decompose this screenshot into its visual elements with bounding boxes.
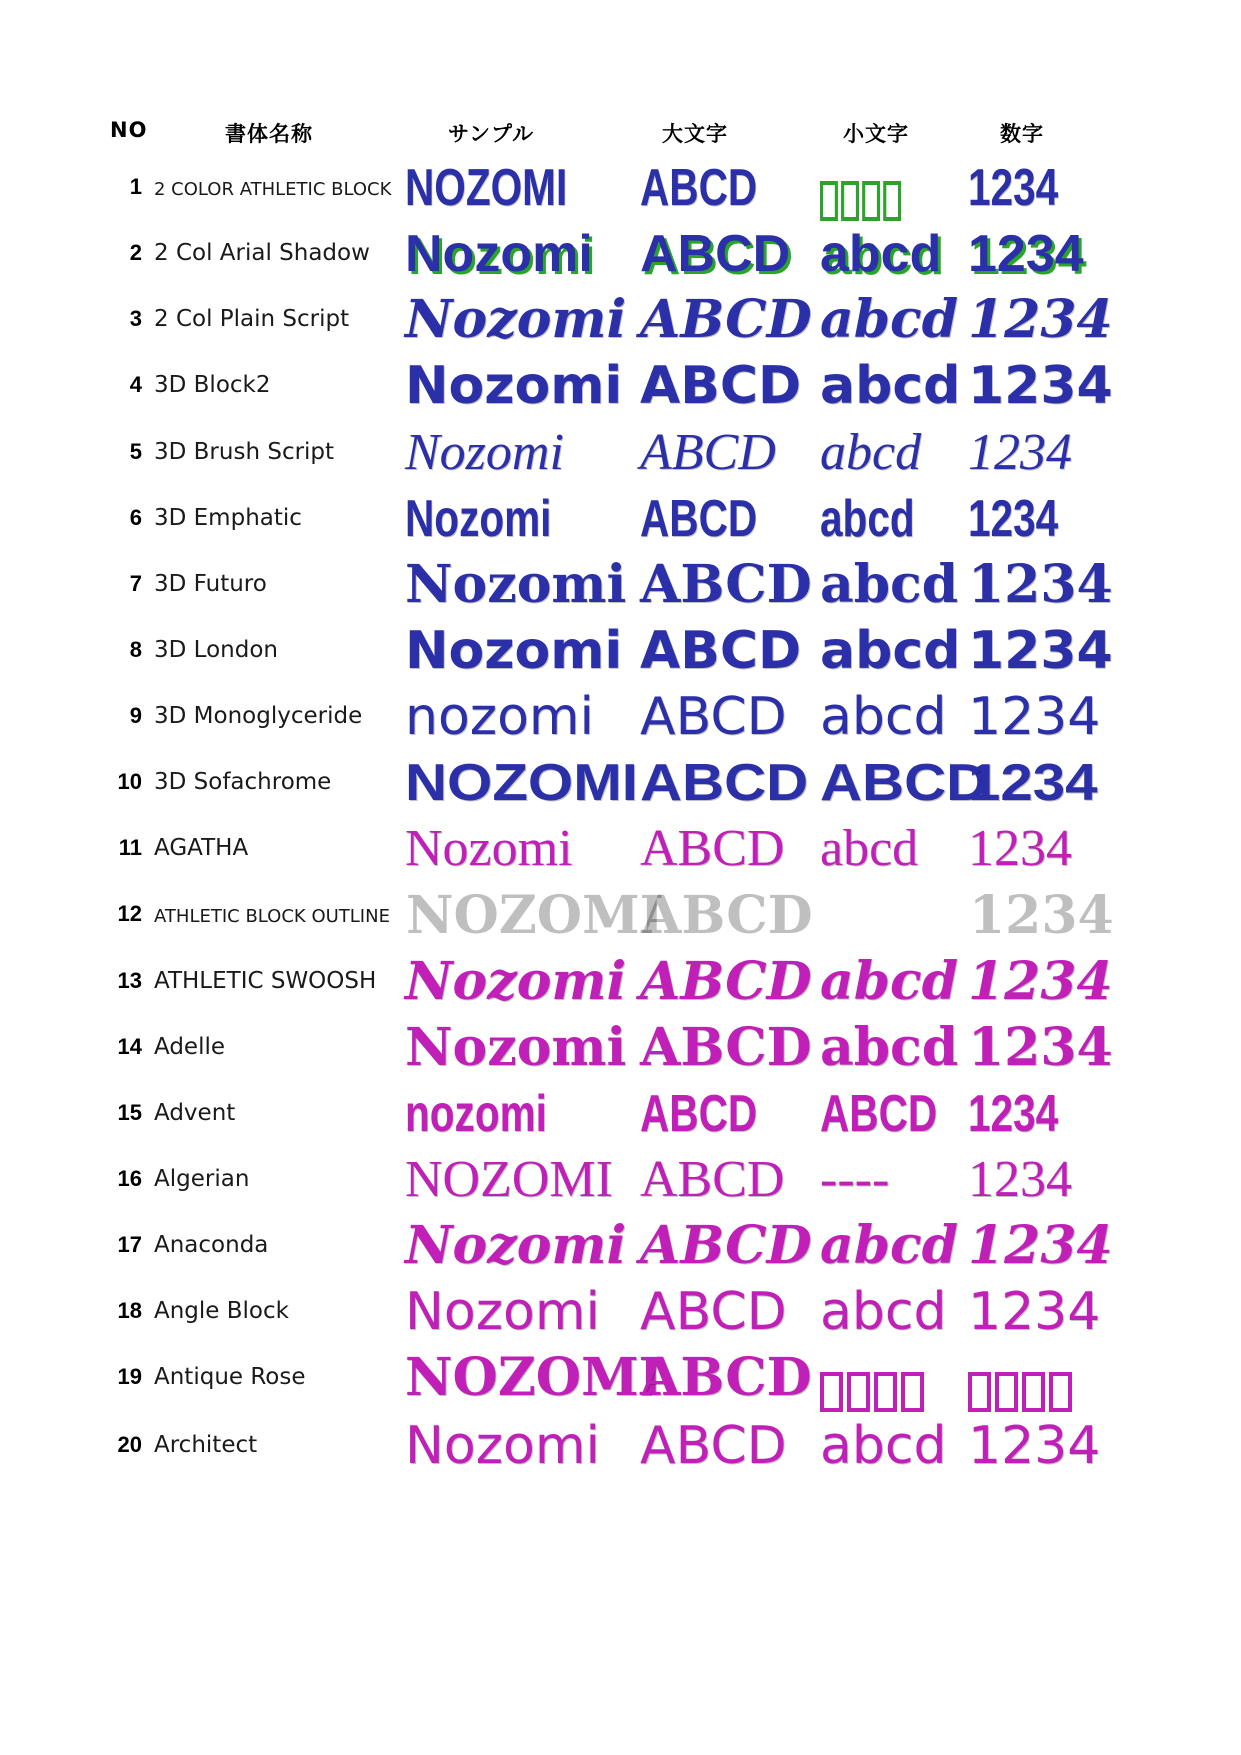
font-row	[0, 417, 1241, 491]
sample-uppercase-text: ABCD	[640, 225, 791, 283]
font-name: 3D Block2	[154, 372, 271, 398]
sample-digits-text: 1234	[968, 424, 1072, 481]
font-name: ATHLETIC SWOOSH	[154, 968, 377, 994]
sample-uppercase	[640, 1280, 787, 1344]
sample-lowercase-text: ABCD	[820, 1085, 938, 1143]
sample-lowercase-text: abcd	[820, 424, 922, 481]
sample-word-text: Nozomi	[405, 621, 623, 681]
sample-uppercase-text: ABCD	[640, 1347, 812, 1408]
sample-digits-text: 1234	[968, 289, 1113, 350]
sample-digits-text: 1234	[968, 820, 1072, 877]
font-row	[0, 946, 1241, 1020]
font-number: 11	[118, 835, 142, 860]
font-row	[0, 1276, 1241, 1350]
sample-digits	[968, 751, 1098, 815]
sample-digits-text: 1234	[968, 1085, 1059, 1143]
sample-digits-text: 1234	[968, 356, 1113, 416]
sample-word-text: NOZOMI	[405, 1347, 663, 1408]
sample-digits	[968, 1016, 1113, 1080]
sample-lowercase-text: ----	[820, 1151, 890, 1208]
sample-lowercase	[820, 1414, 946, 1478]
sample-uppercase	[640, 222, 790, 286]
missing-glyph-box	[968, 1372, 991, 1412]
sample-digits	[968, 354, 1113, 418]
sample-lowercase-text: abcd	[820, 820, 919, 877]
sample-digits	[968, 950, 1113, 1014]
sample-lowercase	[820, 817, 918, 881]
sample-word-text: NOZOMI	[405, 884, 663, 945]
sample-uppercase	[640, 619, 801, 683]
sample-uppercase-text: ABCD	[640, 1085, 758, 1143]
sample-digits-text: 1234	[968, 687, 1101, 747]
sample-lowercase	[820, 354, 960, 418]
sample-word	[405, 950, 626, 1014]
sample-word	[405, 1016, 626, 1080]
sample-digits	[968, 553, 1113, 617]
font-row	[0, 284, 1241, 358]
sample-word-text: Nozomi	[405, 490, 552, 548]
sample-word-text: NOZOMI	[405, 754, 638, 812]
sample-lowercase	[820, 553, 958, 617]
sample-digits	[968, 883, 1113, 947]
sample-uppercase	[640, 751, 808, 815]
missing-glyph-box	[862, 181, 880, 221]
font-name: ATHLETIC BLOCK OUTLINE	[154, 906, 390, 927]
sample-digits	[968, 1214, 1113, 1278]
header-lowercase: 小文字	[843, 122, 909, 146]
font-number: 3	[129, 306, 142, 331]
sample-word	[405, 553, 626, 617]
sample-word	[405, 1082, 547, 1146]
sample-digits-text: 1234	[968, 1017, 1113, 1078]
sample-uppercase	[640, 288, 812, 352]
font-number: 7	[129, 571, 142, 596]
sample-uppercase	[640, 156, 757, 220]
missing-glyph-box	[901, 909, 924, 949]
missing-glyph-box	[847, 909, 870, 949]
sample-word-text: NOZOMI	[405, 159, 568, 217]
font-name: 3D London	[154, 637, 278, 663]
font-name: Advent	[154, 1100, 236, 1126]
sample-lowercase	[820, 619, 960, 683]
font-name: 2 Col Arial Shadow	[154, 240, 370, 266]
font-row	[0, 483, 1241, 557]
sample-digits	[968, 421, 1072, 485]
missing-glyph-box	[901, 1372, 924, 1412]
sample-lowercase	[820, 222, 941, 286]
sample-lowercase	[820, 1148, 889, 1212]
sample-uppercase	[640, 1346, 812, 1410]
font-number: 9	[129, 703, 142, 728]
sample-word	[405, 222, 593, 286]
font-name: 3D Futuro	[154, 571, 267, 597]
sample-lowercase-text: abcd	[820, 1017, 959, 1078]
sample-uppercase-text: ABCD	[640, 159, 758, 217]
font-row	[0, 747, 1241, 821]
sample-uppercase	[640, 487, 757, 551]
sample-word-text: Nozomi	[405, 951, 627, 1012]
sample-digits	[968, 222, 1084, 286]
sample-word	[405, 619, 622, 683]
sample-uppercase-text: ABCD	[640, 754, 809, 812]
sample-lowercase-text: abcd	[820, 289, 959, 350]
missing-glyph-box	[1049, 1372, 1072, 1412]
sample-lowercase-text: abcd	[820, 490, 915, 548]
font-name: 3D Monoglyceride	[154, 703, 363, 729]
sample-uppercase	[640, 1214, 812, 1278]
sample-digits	[968, 288, 1113, 352]
sample-word	[405, 751, 638, 815]
font-number: 17	[117, 1232, 142, 1257]
sample-word-text: Nozomi	[405, 554, 627, 615]
sample-digits-text: 1234	[968, 490, 1059, 548]
font-row	[0, 218, 1241, 292]
sample-uppercase-text: ABCD	[640, 424, 776, 481]
sample-digits	[968, 487, 1058, 551]
font-number: 4	[129, 372, 142, 397]
missing-glyph-box	[847, 1372, 870, 1412]
sample-digits	[968, 817, 1072, 881]
font-number: 19	[117, 1364, 142, 1389]
font-number: 5	[129, 439, 142, 464]
sample-digits-text: 1234	[968, 1282, 1101, 1342]
sample-word-text: nozomi	[405, 1085, 547, 1143]
font-number: 2	[129, 240, 142, 265]
sample-word-text: Nozomi	[405, 1416, 600, 1476]
sample-lowercase-text: abcd	[820, 1282, 947, 1342]
font-row	[0, 1410, 1241, 1484]
font-row	[0, 152, 1241, 226]
sample-word	[405, 156, 567, 220]
font-row	[0, 681, 1241, 755]
font-number: 12	[117, 901, 142, 926]
font-row	[0, 1078, 1241, 1152]
sample-word	[405, 288, 626, 352]
sample-uppercase	[640, 817, 784, 881]
font-number: 13	[117, 968, 142, 993]
font-name: 3D Brush Script	[154, 439, 335, 465]
missing-glyph-box	[1022, 1372, 1045, 1412]
font-number: 14	[117, 1034, 142, 1059]
sample-digits	[968, 1280, 1100, 1344]
sample-word	[405, 1214, 626, 1278]
sample-digits-text: 1234	[968, 1151, 1072, 1208]
font-name: 3D Emphatic	[154, 505, 302, 531]
sample-uppercase-text: ABCD	[640, 289, 812, 350]
sample-lowercase	[820, 487, 915, 551]
sample-uppercase-text: ABCD	[640, 621, 802, 681]
sample-uppercase	[640, 685, 787, 749]
sample-word	[405, 354, 622, 418]
sample-digits-text: 1234	[968, 1416, 1101, 1476]
sample-uppercase	[640, 950, 812, 1014]
sample-word-text: Nozomi	[405, 424, 564, 481]
sample-uppercase-text: ABCD	[640, 1416, 787, 1476]
sample-digits	[968, 1414, 1100, 1478]
sample-word	[405, 817, 573, 881]
font-number: 18	[117, 1298, 142, 1323]
sample-word-text: nozomi	[405, 687, 594, 747]
sample-uppercase-text: ABCD	[640, 490, 758, 548]
sample-lowercase	[820, 421, 921, 485]
sample-uppercase	[640, 1148, 784, 1212]
sample-word	[405, 1414, 600, 1478]
sample-lowercase	[820, 950, 958, 1014]
font-name: Adelle	[154, 1034, 226, 1060]
font-name: Anaconda	[154, 1232, 269, 1258]
sample-lowercase-text: abcd	[820, 951, 959, 1012]
font-name: 2 Col Plain Script	[154, 306, 350, 332]
sample-lowercase-text: abcd	[820, 225, 942, 283]
missing-glyph-box	[874, 909, 897, 949]
missing-glyph-box	[820, 909, 843, 949]
missing-glyph-box	[995, 1372, 1018, 1412]
sample-digits	[968, 156, 1058, 220]
sample-digits	[968, 685, 1100, 749]
font-row	[0, 879, 1241, 953]
sample-digits-text: 1234	[968, 884, 1113, 945]
missing-glyph-box	[820, 1372, 843, 1412]
sample-word	[405, 487, 551, 551]
sample-lowercase-text: abcd	[820, 1416, 947, 1476]
font-row	[0, 1012, 1241, 1086]
font-row	[0, 350, 1241, 424]
sample-digits	[968, 619, 1113, 683]
font-row	[0, 1342, 1241, 1416]
sample-digits-text: 1234	[968, 225, 1084, 283]
sample-uppercase	[640, 1082, 757, 1146]
sample-uppercase	[640, 354, 801, 418]
sample-digits-text: 1234	[968, 159, 1059, 217]
font-row	[0, 549, 1241, 623]
sample-uppercase-text: ABCD	[640, 554, 812, 615]
sample-word	[405, 883, 663, 947]
font-name: Antique Rose	[154, 1364, 306, 1390]
sample-digits-text: 1234	[968, 554, 1113, 615]
sample-word-text: NOZOMI	[405, 1151, 613, 1208]
sample-uppercase-text: ABCD	[640, 356, 802, 416]
sample-uppercase-text: ABCD	[640, 1282, 787, 1342]
sample-word	[405, 1280, 600, 1344]
sample-uppercase-text: ABCD	[640, 687, 787, 747]
sample-uppercase	[640, 1016, 812, 1080]
sample-uppercase-text: ABCD	[640, 884, 812, 945]
sample-lowercase-text: abcd	[820, 687, 947, 747]
font-row	[0, 813, 1241, 887]
missing-glyph-box	[841, 181, 859, 221]
font-row	[0, 1144, 1241, 1218]
font-number: 15	[117, 1100, 142, 1125]
sample-lowercase-text: abcd	[820, 356, 961, 416]
header-no: NO	[110, 118, 148, 142]
sample-lowercase	[820, 1280, 946, 1344]
sample-word	[405, 1148, 613, 1212]
sample-word	[405, 685, 594, 749]
sample-uppercase	[640, 883, 812, 947]
header-font-name: 書体名称	[225, 122, 313, 146]
sample-word-text: Nozomi	[405, 356, 623, 416]
sample-digits-text: 1234	[968, 951, 1113, 1012]
sample-word-text: Nozomi	[405, 1215, 627, 1276]
sample-digits	[968, 1148, 1072, 1212]
font-name: 3D Sofachrome	[154, 769, 332, 795]
header-uppercase: 大文字	[662, 122, 728, 146]
sample-uppercase	[640, 421, 776, 485]
header-sample: サンプル	[448, 122, 535, 146]
sample-lowercase-text: abcd	[820, 621, 961, 681]
font-number: 10	[117, 769, 142, 794]
font-number: 6	[129, 505, 142, 530]
font-row	[0, 1210, 1241, 1284]
sample-digits-text: 1234	[968, 621, 1113, 681]
sample-word-text: Nozomi	[405, 1017, 627, 1078]
font-number: 20	[117, 1432, 142, 1457]
missing-glyph-box	[883, 181, 901, 221]
sample-lowercase-text: ABCD	[820, 754, 989, 812]
font-name: AGATHA	[154, 835, 249, 861]
sample-uppercase-text: ABCD	[640, 1215, 812, 1276]
sample-digits	[968, 1082, 1058, 1146]
sample-word-text: Nozomi	[405, 1282, 600, 1342]
sample-uppercase-text: ABCD	[640, 951, 812, 1012]
sample-word-text: Nozomi	[405, 289, 627, 350]
sample-lowercase	[820, 1016, 958, 1080]
font-name: Angle Block	[154, 1298, 289, 1324]
font-name: 2 COLOR ATHLETIC BLOCK	[154, 179, 392, 200]
sample-uppercase	[640, 1414, 787, 1478]
sample-word	[405, 421, 564, 485]
sample-uppercase-text: ABCD	[640, 1151, 785, 1208]
sample-lowercase	[820, 1214, 958, 1278]
sample-lowercase	[820, 685, 946, 749]
font-number: 8	[129, 637, 142, 662]
missing-glyph-box	[874, 1372, 897, 1412]
sample-digits-text: 1234	[968, 1215, 1113, 1276]
sample-lowercase	[820, 288, 958, 352]
sample-digits-text: 1234	[968, 754, 1098, 812]
sample-uppercase	[640, 553, 812, 617]
font-number: 1	[129, 174, 142, 199]
missing-glyph-box	[820, 181, 838, 221]
font-name: Algerian	[154, 1166, 250, 1192]
sample-lowercase	[820, 1082, 937, 1146]
sample-lowercase-text: abcd	[820, 1215, 959, 1276]
sample-uppercase-text: ABCD	[640, 1017, 812, 1078]
sample-uppercase-text: ABCD	[640, 820, 785, 877]
font-name: Architect	[154, 1432, 258, 1458]
header-digits: 数字	[1000, 122, 1044, 146]
sample-word-text: Nozomi	[405, 225, 593, 283]
sample-word	[405, 1346, 663, 1410]
font-row	[0, 615, 1241, 689]
font-number: 16	[117, 1166, 142, 1191]
sample-word-text: Nozomi	[405, 820, 573, 877]
sample-lowercase	[820, 751, 988, 815]
sample-lowercase-text: abcd	[820, 554, 959, 615]
